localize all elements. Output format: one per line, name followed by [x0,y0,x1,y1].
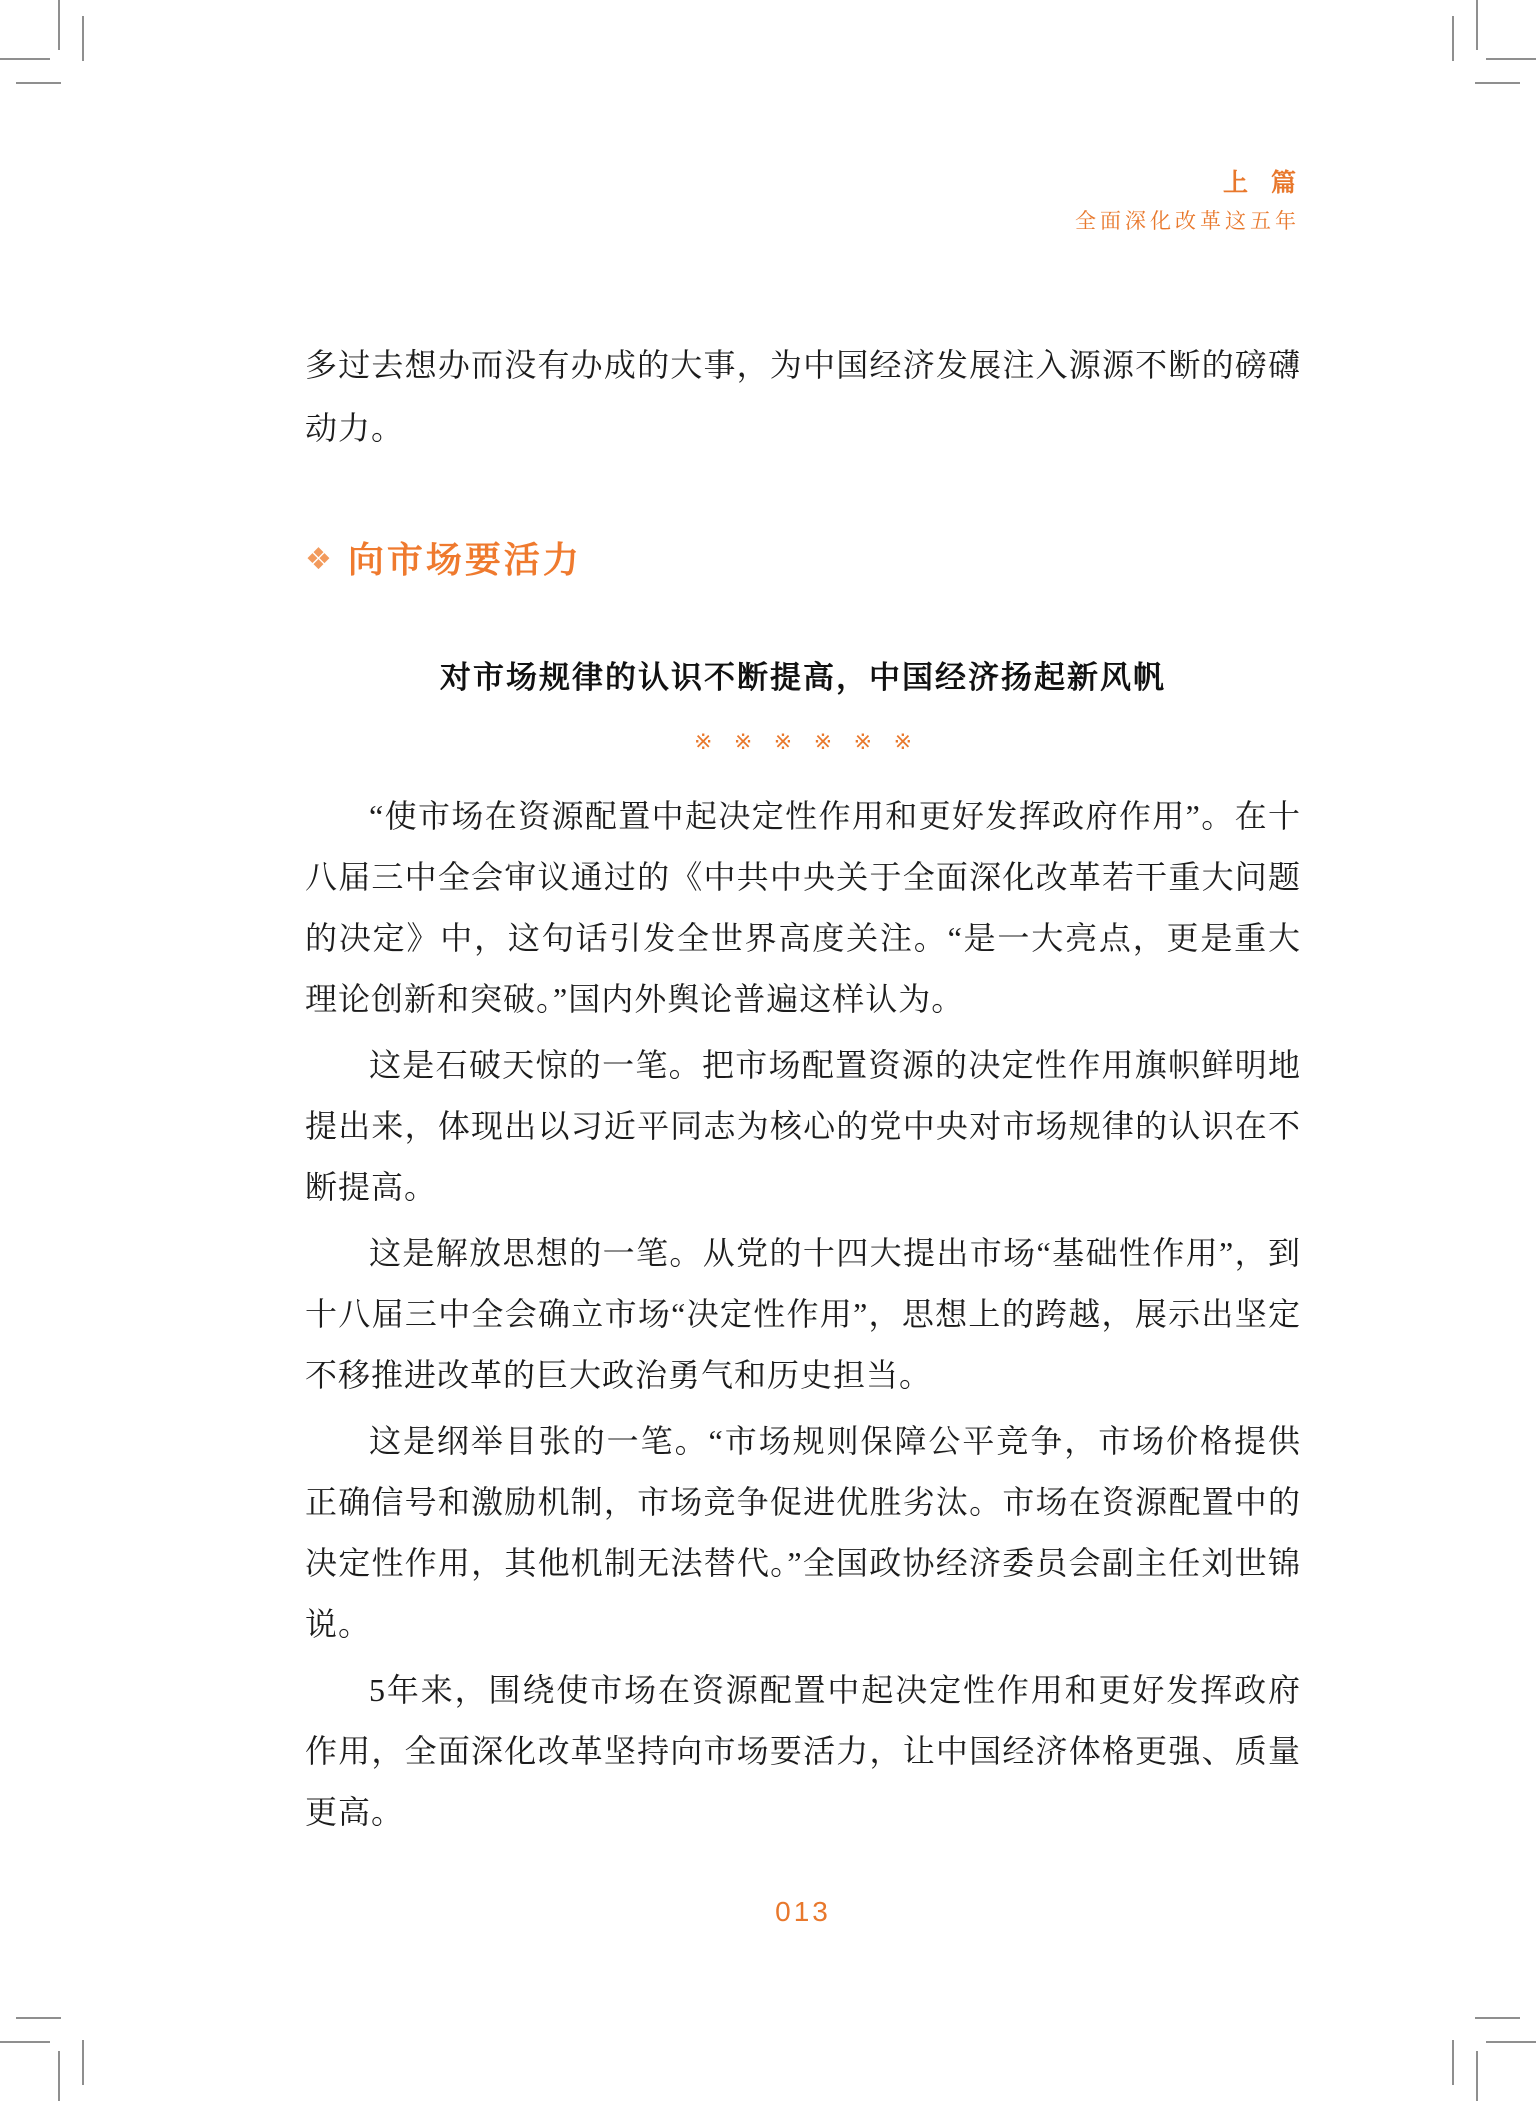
crop-mark-top-right-vertical-outer [1476,0,1478,50]
crop-mark-bottom-right-horizontal-outer [1486,2041,1536,2043]
crop-mark-bottom-left-vertical-outer [58,2051,60,2101]
text-column [305,0,1301,2101]
book-title: 全面深化改革这五年 [1075,209,1300,233]
article-subtitle: 对市场规律的认识不断提高，中国经济扬起新风帆 [440,660,1166,695]
diamond-marker-icon: ❖ [305,543,332,576]
section-heading [305,536,582,584]
paragraph: 这是解放思想的一笔。从党的十四大提出市场“基础性作用”，到十八届三中全会确立市场“决定性作用”，思想上的跨越，展示出坚定不移推进改革的巨大政治勇气和历史担当。 [305,1235,1301,1393]
crop-mark-top-left-vertical-outer [58,0,60,50]
paragraph: 这是石破天惊的一笔。把市场配置资源的决定性作用旗帜鲜明地提出来，体现出以习近平同志为核心的党中央对市场规律的认识在不断提高。 [305,1047,1301,1205]
part-label: 上 篇 [1223,169,1304,197]
crop-mark-top-right-horizontal-outer [1486,58,1536,60]
crop-mark-top-left-vertical-inner [82,16,84,61]
crop-mark-bottom-right-vertical-inner [1452,2040,1454,2085]
crop-mark-top-right-horizontal-inner [1475,82,1520,84]
paragraph: 5年来，围绕使市场在资源配置中起决定性作用和更好发挥政府作用，全面深化改革坚持向市场要活力，让中国经济体格更强、质量更高。 [305,1672,1301,1830]
crop-mark-bottom-left-horizontal-outer [0,2041,50,2043]
paragraph: 这是纲举目张的一笔。“市场规则保障公平竞争，市场价格提供正确信号和激励机制，市场竞争促进优胜劣汰。市场在资源配置中的决定性作用，其他机制无法替代。”全国政协经济委员会副主任刘世锦说。 [305,1423,1301,1642]
crop-mark-bottom-right-horizontal-inner [1475,2017,1520,2019]
body-paragraphs [305,786,1301,1848]
crop-mark-bottom-left-horizontal-inner [16,2017,61,2019]
crop-mark-bottom-left-vertical-inner [82,2040,84,2085]
crop-mark-top-right-vertical-inner [1452,16,1454,61]
crop-mark-top-left-horizontal-inner [16,82,61,84]
crop-mark-bottom-right-vertical-outer [1476,2051,1478,2101]
crop-mark-top-left-horizontal-outer [0,58,50,60]
divider-symbols: ※ ※ ※ ※ ※ ※ [693,729,913,754]
paragraph: “使市场在资源配置中起决定性作用和更好发挥政府作用”。在十八届三中全会审议通过的《中共中央关于全面深化改革若干重大问题的决定》中，这句话引发全世界高度关注。“是一大亮点，更是重大理论创新和突破。”国内外舆论普遍这样认为。 [305,798,1301,1017]
section-title: 向市场要活力 [347,539,582,580]
intro-paragraph: 多过去想办而没有办成的大事，为中国经济发展注入源源不断的磅礴动力。 [305,347,1301,446]
page-number: 013 [775,1896,831,1927]
